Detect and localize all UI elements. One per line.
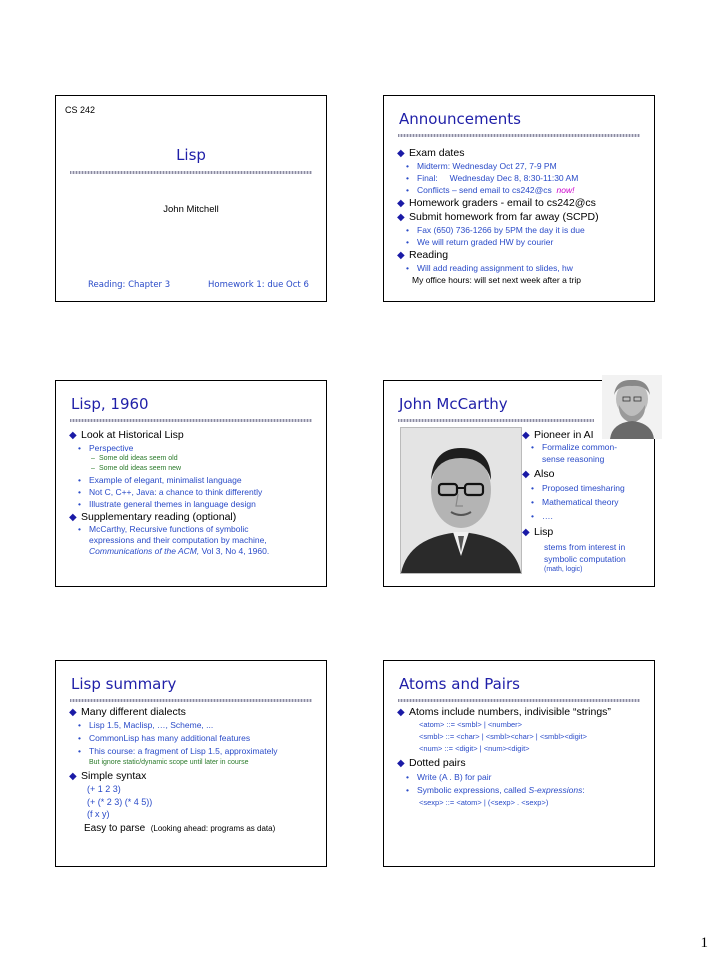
slide-4 [383,380,655,587]
sub-bullet: • Not C, C++, Java: a chance to think differently [78,487,263,497]
title-rule [70,699,312,702]
reading-note: Reading: Chapter 3 [88,280,171,290]
sub-bullet: • McCarthy, Recursive functions of symbolic expressions and their computation by machine, Communications of the ACM, Vol 3, No 4, 1960. [78,524,270,556]
lisp-note-small: (math, logic) [544,566,583,573]
office-hours: My office hours: will set next week after a trip [412,275,581,285]
author: John Mitchell [163,204,219,215]
sub-bullet: • Example of elegant, minimalist language [78,475,242,485]
grammar-line: <num> ::= <digit> | <num><digit> [419,744,530,753]
bullet: ◆ Atoms include numbers, indivisible “strings” [397,706,611,718]
title-rule [70,171,312,174]
note: But ignore static/dynamic scope until later in course [89,759,249,766]
bullet: ◆ Look at Historical Lisp [69,429,184,441]
sub-bullet: • Midterm: Wednesday Oct 27, 7-9 PM [406,161,557,171]
slide-6 [383,660,655,867]
title-rule [398,134,640,137]
sub-bullet: • Lisp 1.5, Maclisp, …, Scheme, ... [78,720,214,730]
sub-sub-bullet: – Some old ideas seem old [91,455,178,462]
diamond-icon: ◆ [522,430,530,441]
title-rule [398,699,640,702]
bullet: ◆ Dotted pairs [397,757,466,769]
slide-title: Lisp summary [71,675,177,693]
bullet: ◆ Lisp [522,526,554,538]
slide-content [69,705,318,837]
mccarthy-portrait [400,427,522,574]
sub-bullet: • Conflicts – send email to cs242@cs now! [406,185,575,195]
code-line: (+ (* 2 3) (* 4 5)) [87,796,153,807]
lisp-note: stems from interest in symbolic computation [544,542,626,564]
diamond-icon: ◆ [397,250,405,261]
diamond-icon: ◆ [69,771,77,782]
bullet: ◆ Simple syntax [69,770,147,782]
diamond-icon: ◆ [397,198,405,209]
diamond-icon: ◆ [397,758,405,769]
slide-2 [383,95,655,302]
diamond-icon: ◆ [397,212,405,223]
sub-bullet: • CommonLisp has many additional features [78,733,251,743]
sub-bullet: • Formalize common-sense reasoning [531,442,618,464]
slide-1 [55,95,327,302]
bullet: ◆ Exam dates [397,147,465,159]
slide-title: Lisp, 1960 [71,395,149,413]
slide-3 [55,380,327,587]
diamond-icon: ◆ [522,469,530,480]
sub-bullet: • …. [531,511,553,521]
slide-content [522,428,654,575]
sub-bullet: • Mathematical theory [531,497,619,507]
sub-bullet: • Final: Wednesday Dec 8, 8:30-11:30 AM [406,173,579,183]
sub-sub-bullet: – Some old ideas seem new [91,465,182,472]
sub-bullet: • Will add reading assignment to slides, hw [406,263,573,273]
diamond-icon: ◆ [69,512,77,523]
sub-bullet: • Write (A . B) for pair [406,772,492,782]
diamond-icon: ◆ [69,430,77,441]
slide-title: Lisp [176,146,206,164]
homework-note: Homework 1: due Oct 6 [208,280,309,290]
diamond-icon: ◆ [522,527,530,538]
sub-bullet: • Perspective [78,443,134,453]
slide-5 [55,660,327,867]
title-rule [70,419,312,422]
bullet: ◆ Many different dialects [69,706,186,718]
sub-bullet: • This course: a fragment of Lisp 1.5, approximately [78,746,278,756]
slide-title: Announcements [399,110,521,128]
bullet: ◆ Submit homework from far away (SCPD) [397,211,599,223]
easy-line: Easy to parse (Looking ahead: programs as data) [84,822,276,834]
slide-content [397,705,646,809]
grammar-line: <atom> ::= <smbl> | <number> [419,720,523,729]
diamond-icon: ◆ [397,707,405,718]
sub-bullet: • Illustrate general themes in language design [78,499,256,509]
slide-title: John McCarthy [399,395,508,413]
sub-bullet: • Fax (650) 736-1266 by 5PM the day it is due [406,225,585,235]
bullet: ◆ Pioneer in AI [522,429,594,441]
grammar-line: <sexp> ::= <atom> | (<sexp> . <sexp>) [419,798,549,807]
diamond-icon: ◆ [397,148,405,159]
slide-content [69,428,318,557]
sub-bullet: • We will return graded HW by courier [406,237,554,247]
page-number: 1 [700,935,708,951]
code-line: (f x y) [87,809,110,819]
title-rule [398,419,594,422]
slide-title: Atoms and Pairs [399,675,520,693]
sub-bullet: • Proposed timesharing [531,483,625,493]
diamond-icon: ◆ [69,707,77,718]
bullet: ◆ Homework graders - email to cs242@cs [397,197,596,209]
slide-content [397,146,646,286]
course-label: CS 242 [65,105,96,115]
code-line: (+ 1 2 3) [87,784,121,794]
sub-bullet: • Symbolic expressions, called S-expressions: [406,785,585,795]
grammar-line: <smbl> ::= <char> | <smbl><char> | <smbl><digit> [419,732,587,741]
bullet: ◆ Also [522,468,555,480]
bullet: ◆ Supplementary reading (optional) [69,511,237,523]
bullet: ◆ Reading [397,249,449,261]
